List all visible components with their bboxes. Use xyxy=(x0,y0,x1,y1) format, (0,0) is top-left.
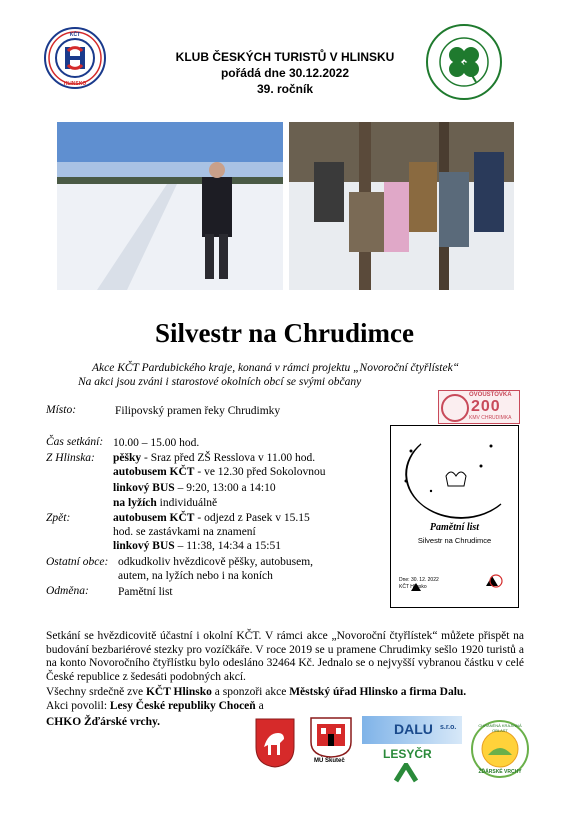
svg-text:HLINSKO: HLINSKO xyxy=(63,81,87,87)
ostatni-line-1: odkudkoliv hvězdicově pěšky, autobusem, xyxy=(118,556,314,568)
lesy-text: LESYČR xyxy=(383,747,432,761)
linka-line: linkový BUS – 9:20, 13:00 a 14:10 xyxy=(113,482,276,494)
chko-zdarske-vrchy-logo xyxy=(470,719,530,779)
odmena-label: Odměna: xyxy=(46,585,89,597)
lesy-tree-icon xyxy=(393,763,419,783)
zpet-hod-line: hod. se zastávkami na znamení xyxy=(113,526,256,538)
body-paragraph: Setkání se hvězdicovitě účastní i okolní KČT. V rámci akce „Novoroční čtyřlístek“ můžete přispět na budování bezbariérové stezky pro vozíčkáře. V roce 2019 se u pramene Chrudimky sešlo 1920 turistů a na konto Novoročního čtyřlístku bylo odesláno 32464 Kč. Jednalo se o nejvyšší vybranou částku v celé České republice z šedesáti podobných akcí. xyxy=(46,630,524,683)
ostatni-line-2: autem, na lyžích nebo i na koních xyxy=(118,570,273,582)
subtitle-2: Na akci jsou zváni i starostové okolních obcí se svými občany xyxy=(78,376,362,388)
chko-bottom-text: ŽĎÁRSKÉ VRCHY xyxy=(478,769,522,775)
stamp-number: 200 xyxy=(471,398,501,415)
dvoustovka-stamp xyxy=(438,390,520,424)
dalu-suffix: s.r.o. xyxy=(440,724,457,731)
pametni-list-card xyxy=(390,425,519,608)
card-subtitle: Silvestr na Chrudimce xyxy=(417,536,492,545)
subtitle-1: Akce KČT Pardubického kraje, konaná v rámci projektu „Novoroční čtyřlístek“ xyxy=(92,362,460,374)
stamp-bottom: KMV CHRUDIMKA xyxy=(469,415,512,421)
lyze-line: na lyžích individuálně xyxy=(113,497,218,509)
photo-winter-walk xyxy=(57,122,283,290)
dalu-logo xyxy=(362,716,462,744)
card-date: Dne: 30. 12. 2022 xyxy=(399,577,439,583)
zpet-linka-line: linkový BUS – 11:38, 14:34 a 15:51 xyxy=(113,540,281,552)
novorocni-ctyrlistek-logo xyxy=(426,24,502,100)
zpet-label: Zpět: xyxy=(46,512,71,524)
stamp-top: OVOUSTOVKA xyxy=(469,392,512,398)
bus1-line: autobusem KČT - ve 12.30 před Sokolovnou xyxy=(113,466,326,478)
hlinsko-coat-of-arms xyxy=(254,717,296,769)
pesky-line: pěšky - Sraz před ZŠ Resslova v 11.00 hod. xyxy=(113,452,316,464)
kct-hlinsko-logo xyxy=(44,27,106,89)
odmena-value: Pamětní list xyxy=(118,586,173,598)
zhlinska-label: Z Hlinska: xyxy=(46,452,95,464)
svg-text:KČT: KČT xyxy=(69,32,81,38)
cas-label: Čas setkání: xyxy=(46,436,104,448)
zpet-bus-line: autobusem KČT - odjezd z Pasek v 15.15 xyxy=(113,512,310,524)
header-club: KLUB ČESKÝCH TURISTŮ V HLINSKU xyxy=(175,50,395,64)
skutec-label: MÚ Skuteč xyxy=(314,758,345,764)
card-title: Pamětní list xyxy=(429,522,480,533)
event-title: Silvestr na Chrudimce xyxy=(154,318,414,348)
cas-value: 10.00 – 15.00 hod. xyxy=(113,437,200,449)
photo-group-at-tree xyxy=(289,122,514,290)
lesy-cr-logo xyxy=(383,747,433,787)
misto-label: Místo: xyxy=(46,404,77,416)
chko-line: CHKO Žďárské vrchy. xyxy=(46,716,160,728)
chko-top-text: CHRÁNĚNÁ KRAJINNÁ OBLAST xyxy=(478,723,522,733)
ostatni-label: Ostatní obce: xyxy=(46,556,109,568)
invite-line: Všechny srdečně zve KČT Hlinsko a sponzoři akce Městský úřad Hlinsko a firma Dalu. xyxy=(46,686,467,698)
header-edition: 39. ročník xyxy=(256,82,314,96)
misto-value: Filipovský pramen řeky Chrudimky xyxy=(115,405,281,417)
header-date: pořádá dne 30.12.2022 xyxy=(220,66,350,80)
dalu-text: DALU xyxy=(394,721,433,737)
stamp-emblem-icon xyxy=(441,394,469,422)
permit-line: Akci povolil: Lesy České republiky Choceň a xyxy=(46,700,264,712)
card-org: KČT Hlinsko xyxy=(399,584,427,590)
